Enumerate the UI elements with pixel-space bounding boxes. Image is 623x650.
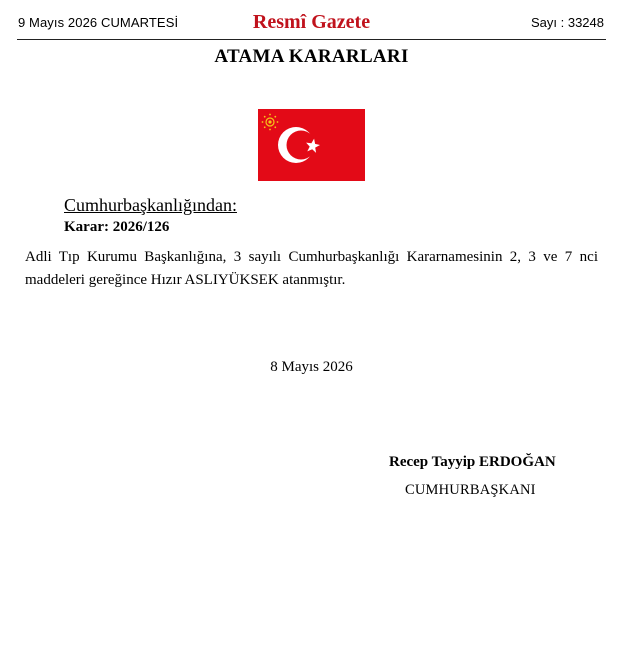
section-title: ATAMA KARARLARI (214, 46, 409, 67)
gazette-title: Resmî Gazete (252, 11, 371, 33)
header-divider (17, 39, 606, 40)
issue-number: Sayı : 33248 (531, 15, 604, 30)
decree-date: 8 Mayıs 2026 (270, 359, 353, 375)
decree-number: Karar: 2026/126 (64, 219, 170, 235)
turkish-flag-icon (258, 109, 365, 181)
signatory-name: Recep Tayyip ERDOĞAN (389, 454, 556, 470)
header-date: 9 Mayıs 2026 CUMARTESİ (18, 15, 179, 30)
signatory-title: CUMHURBAŞKANI (405, 482, 536, 498)
issuer-heading: Cumhurbaşkanlığından: (64, 195, 237, 215)
decree-body: Adli Tıp Kurumu Başkanlığına, 3 sayılı Cumhurbaşkanlığı Kararnamesinin 2, 3 ve 7 nci maddeleri gereğince Hızır ASLIYÜKSEK atanmıştır. (25, 249, 598, 288)
